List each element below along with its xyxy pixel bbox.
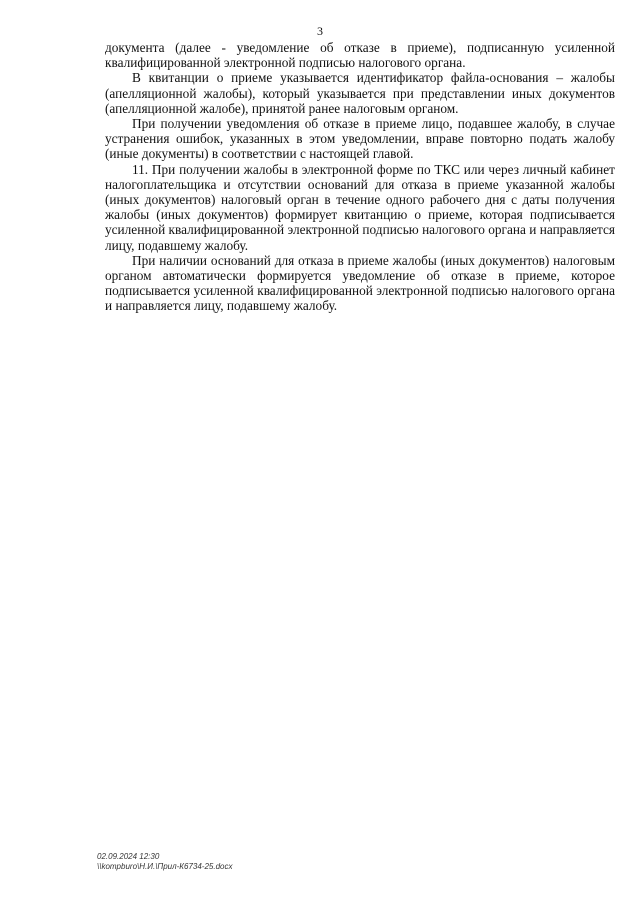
paragraph-refusal-grounds: При наличии оснований для отказа в приеме жалобы (иных документов) налоговым органом автоматически формируется уведомление об отказе в приеме, которое подписывается усиленной квалифицированной электронной подписью налогового органа и направляется лицу, подавшему жалобу.	[105, 252, 615, 314]
page-number: 3	[317, 24, 323, 38]
paragraph-receipt-identifier: В квитанции о приеме указывается идентификатор файла-основания – жалобы (апелляционной жалобы), который указывается при представлении иных документов (апелляционной жалобе), принятой ранее налоговым органом.	[105, 70, 615, 116]
footer-date: 02.09.2024 12:30	[97, 852, 160, 861]
paragraph-continuation: документа (далее - уведомление об отказе в приеме), подписанную усиленной квалифицированной электронной подписью налогового органа.	[105, 40, 615, 71]
paragraph-item-11: 11. При получении жалобы в электронной форме по ТКС или через личный кабинет налогоплательщика и отсутствии оснований для отказа в приеме указанной жалобы (иных документов) налоговый орган в течение одного рабочего дня с даты получения жалобы (иных документов) формирует квитанцию о приеме, которая подписывается усиленной квалифицированной электронной подписью налогового органа и направляется лицу, подавшему жалобу.	[105, 161, 615, 253]
document-footer	[97, 852, 232, 872]
paragraph-refusal-notice: При получении уведомления об отказе в приеме лицо, подавшее жалобу, в случае устранения ошибок, указанных в этом уведомлении, вправе повторно подать жалобу (иные документы) в соответствии с настоящей главой.	[105, 116, 615, 162]
footer-file-path: \\kompburo\Н.И.\Прил-К6734-25.docx	[97, 862, 233, 871]
document-body	[105, 40, 615, 314]
